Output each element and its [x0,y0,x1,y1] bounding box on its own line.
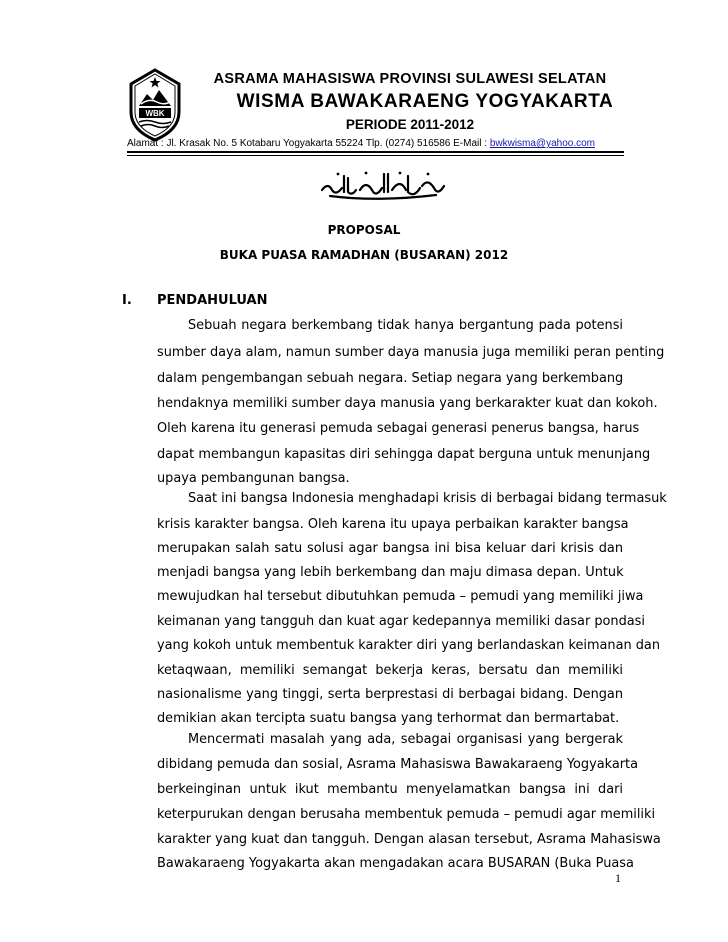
logo-text: WBK [145,109,165,118]
body-line: keterpurukan dengan berusaha membentuk pemuda – pemudi agar memiliki [157,807,656,822]
address-line [127,138,627,149]
body-line: berkeinginan untuk ikut membantu menyelamatkan bangsa ini dari [157,782,623,797]
body-line: Oleh karena itu generasi pemuda sebagai generasi penerus bangsa, harus [157,421,640,436]
body-line: dapat membangun kapasitas diri sehingga dapat berguna untuk menunjang [157,447,651,462]
body-line: sumber daya alam, namun sumber daya manusia juga memiliki peran penting [157,345,665,360]
page-number: 1 [615,871,621,885]
section-heading: PENDAHULUAN [157,293,268,308]
body-line: yang kokoh untuk membentuk karakter diri yang berlandaskan keimanan dan [157,638,661,653]
body-line: dalam pengembangan sebuah negara. Setiap negara yang berkembang [157,371,624,386]
body-line: merupakan salah satu solusi agar bangsa ini bisa keluar dari krisis dan [157,541,623,556]
body-line: ketaqwaan, memiliki semangat bekerja keras, bersatu dan memiliki [157,663,623,678]
body-line: Bawakaraeng Yogyakarta akan mengadakan acara BUSARAN (Buka Puasa [157,856,634,871]
header-rule-thin [127,155,624,156]
period: PERIODE 2011-2012 [345,117,475,132]
email-link[interactable]: bwkwisma@yahoo.com [489,138,595,149]
address-text: Alamat : Jl. Krasak No. 5 Kotabaru Yogyakarta 55224 Tlp. (0274) 516586 E-Mail : [127,138,490,149]
body-line: Saat ini bangsa Indonesia menghadapi krisis di berbagai bidang termasuk [188,491,667,506]
body-line: Mencermati masalah yang ada, sebagai organisasi yang bergerak [188,732,623,747]
body-line: mewujudkan hal tersebut dibutuhkan pemuda – pemudi yang memiliki jiwa [157,589,644,604]
org-name: ASRAMA MAHASISWA PROVINSI SULAWESI SELATAN [213,71,607,87]
document-title [0,223,728,237]
org-subtitle: WISMA BAWAKARAENG YOGYAKARTA [236,91,614,112]
body-line: menjadi bangsa yang lebih berkembang dan maju dimasa depan. Untuk [157,565,624,580]
body-line: upaya pembangunan bangsa. [157,471,350,486]
section-number: I. [122,293,132,308]
body-line: krisis karakter bangsa. Oleh karena itu upaya perbaikan karakter bangsa [157,517,629,532]
document-subtitle: BUKA PUASA RAMADHAN (BUSARAN) 2012 [219,248,509,262]
body-line: demikian akan tercipta suatu bangsa yang terhormat dan bermartabat. [157,711,620,726]
title-text: PROPOSAL [327,223,401,237]
body-line: Sebuah negara berkembang tidak hanya bergantung pada potensi [188,318,623,333]
body-line: keimanan yang tangguh dan kuat agar kedepannya memiliki dasar pondasi [157,614,645,629]
body-line: hendaknya memiliki sumber daya manusia yang berkarakter kuat dan kokoh. [157,396,658,411]
header-rule-thick [127,151,624,153]
basmala-calligraphy [318,168,448,202]
body-line: karakter yang kuat dan tangguh. Dengan alasan tersebut, Asrama Mahasiswa [157,832,661,847]
body-line: dibidang pemuda dan sosial, Asrama Mahasiswa Bawakaraeng Yogyakarta [157,757,638,772]
body-line: nasionalisme yang tinggi, serta berprestasi di berbagai bidang. Dengan [157,687,623,702]
